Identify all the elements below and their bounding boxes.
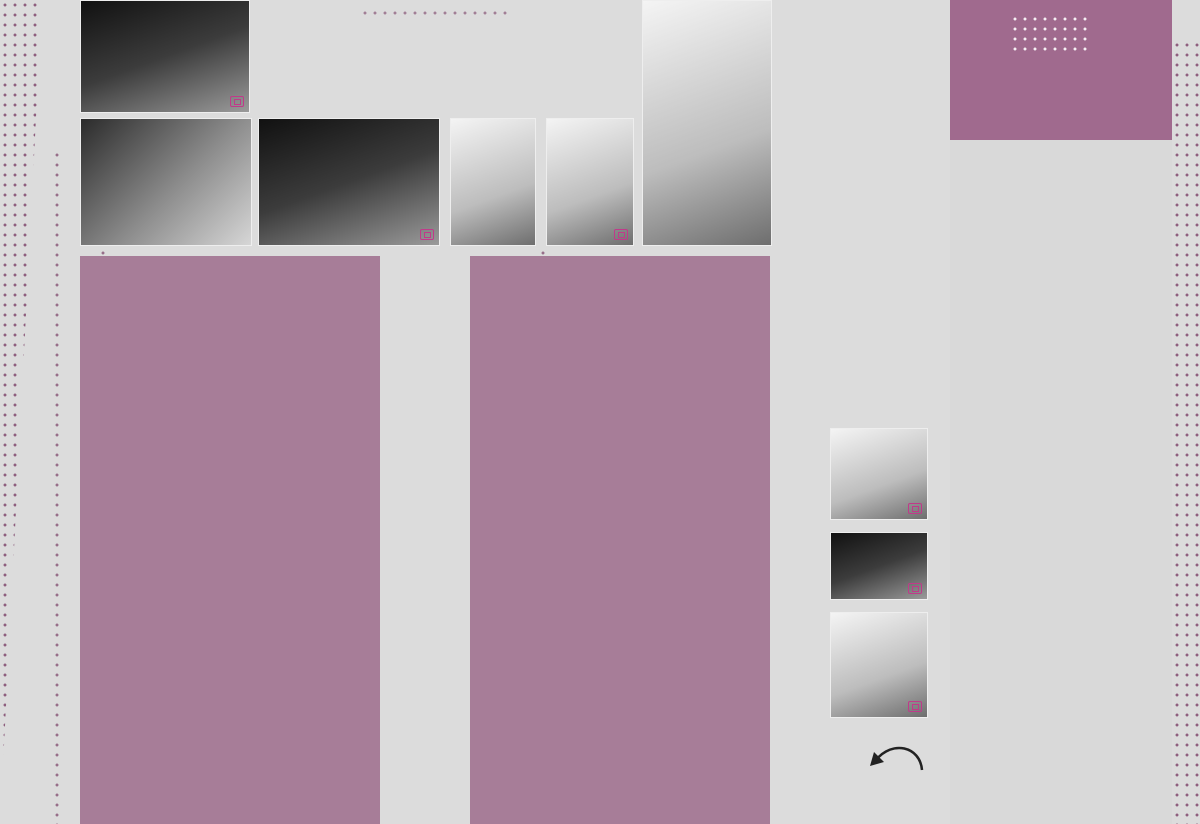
event-block xyxy=(135,268,360,284)
photo-dance-silhouettes[interactable] xyxy=(830,532,928,600)
left-dot-column xyxy=(52,150,62,824)
camera-icon xyxy=(420,229,434,240)
workshops-tab xyxy=(950,0,1172,140)
camera-icon xyxy=(908,701,922,712)
photo-eiffel-tower[interactable] xyxy=(546,118,634,246)
photo-rozmowa-z-bogiem[interactable] xyxy=(258,118,440,246)
curved-arrow-icon xyxy=(862,738,928,774)
camera-icon xyxy=(908,583,922,594)
event-title xyxy=(135,268,360,284)
event-title xyxy=(525,274,750,290)
photo-daniel-galazka[interactable] xyxy=(80,0,250,113)
left-events-panel xyxy=(80,256,380,824)
right-edge-dot-pattern xyxy=(1172,40,1200,824)
photo-eiffel-sketch[interactable] xyxy=(830,428,928,520)
camera-icon xyxy=(230,96,244,107)
event-block xyxy=(525,274,750,290)
tab-dot-pattern xyxy=(1010,14,1090,54)
photo-genealogy[interactable] xyxy=(830,612,928,718)
left-dot-pattern xyxy=(0,0,42,824)
camera-icon xyxy=(908,503,922,514)
camera-icon xyxy=(614,229,628,240)
photo-zofia-kucowna[interactable] xyxy=(450,118,536,246)
photo-urszula-dudziak[interactable] xyxy=(642,0,772,246)
workshops-panel xyxy=(950,140,1172,824)
mid-events-panel xyxy=(470,256,770,824)
header-dot-row xyxy=(360,8,510,18)
photo-band[interactable] xyxy=(80,118,252,246)
